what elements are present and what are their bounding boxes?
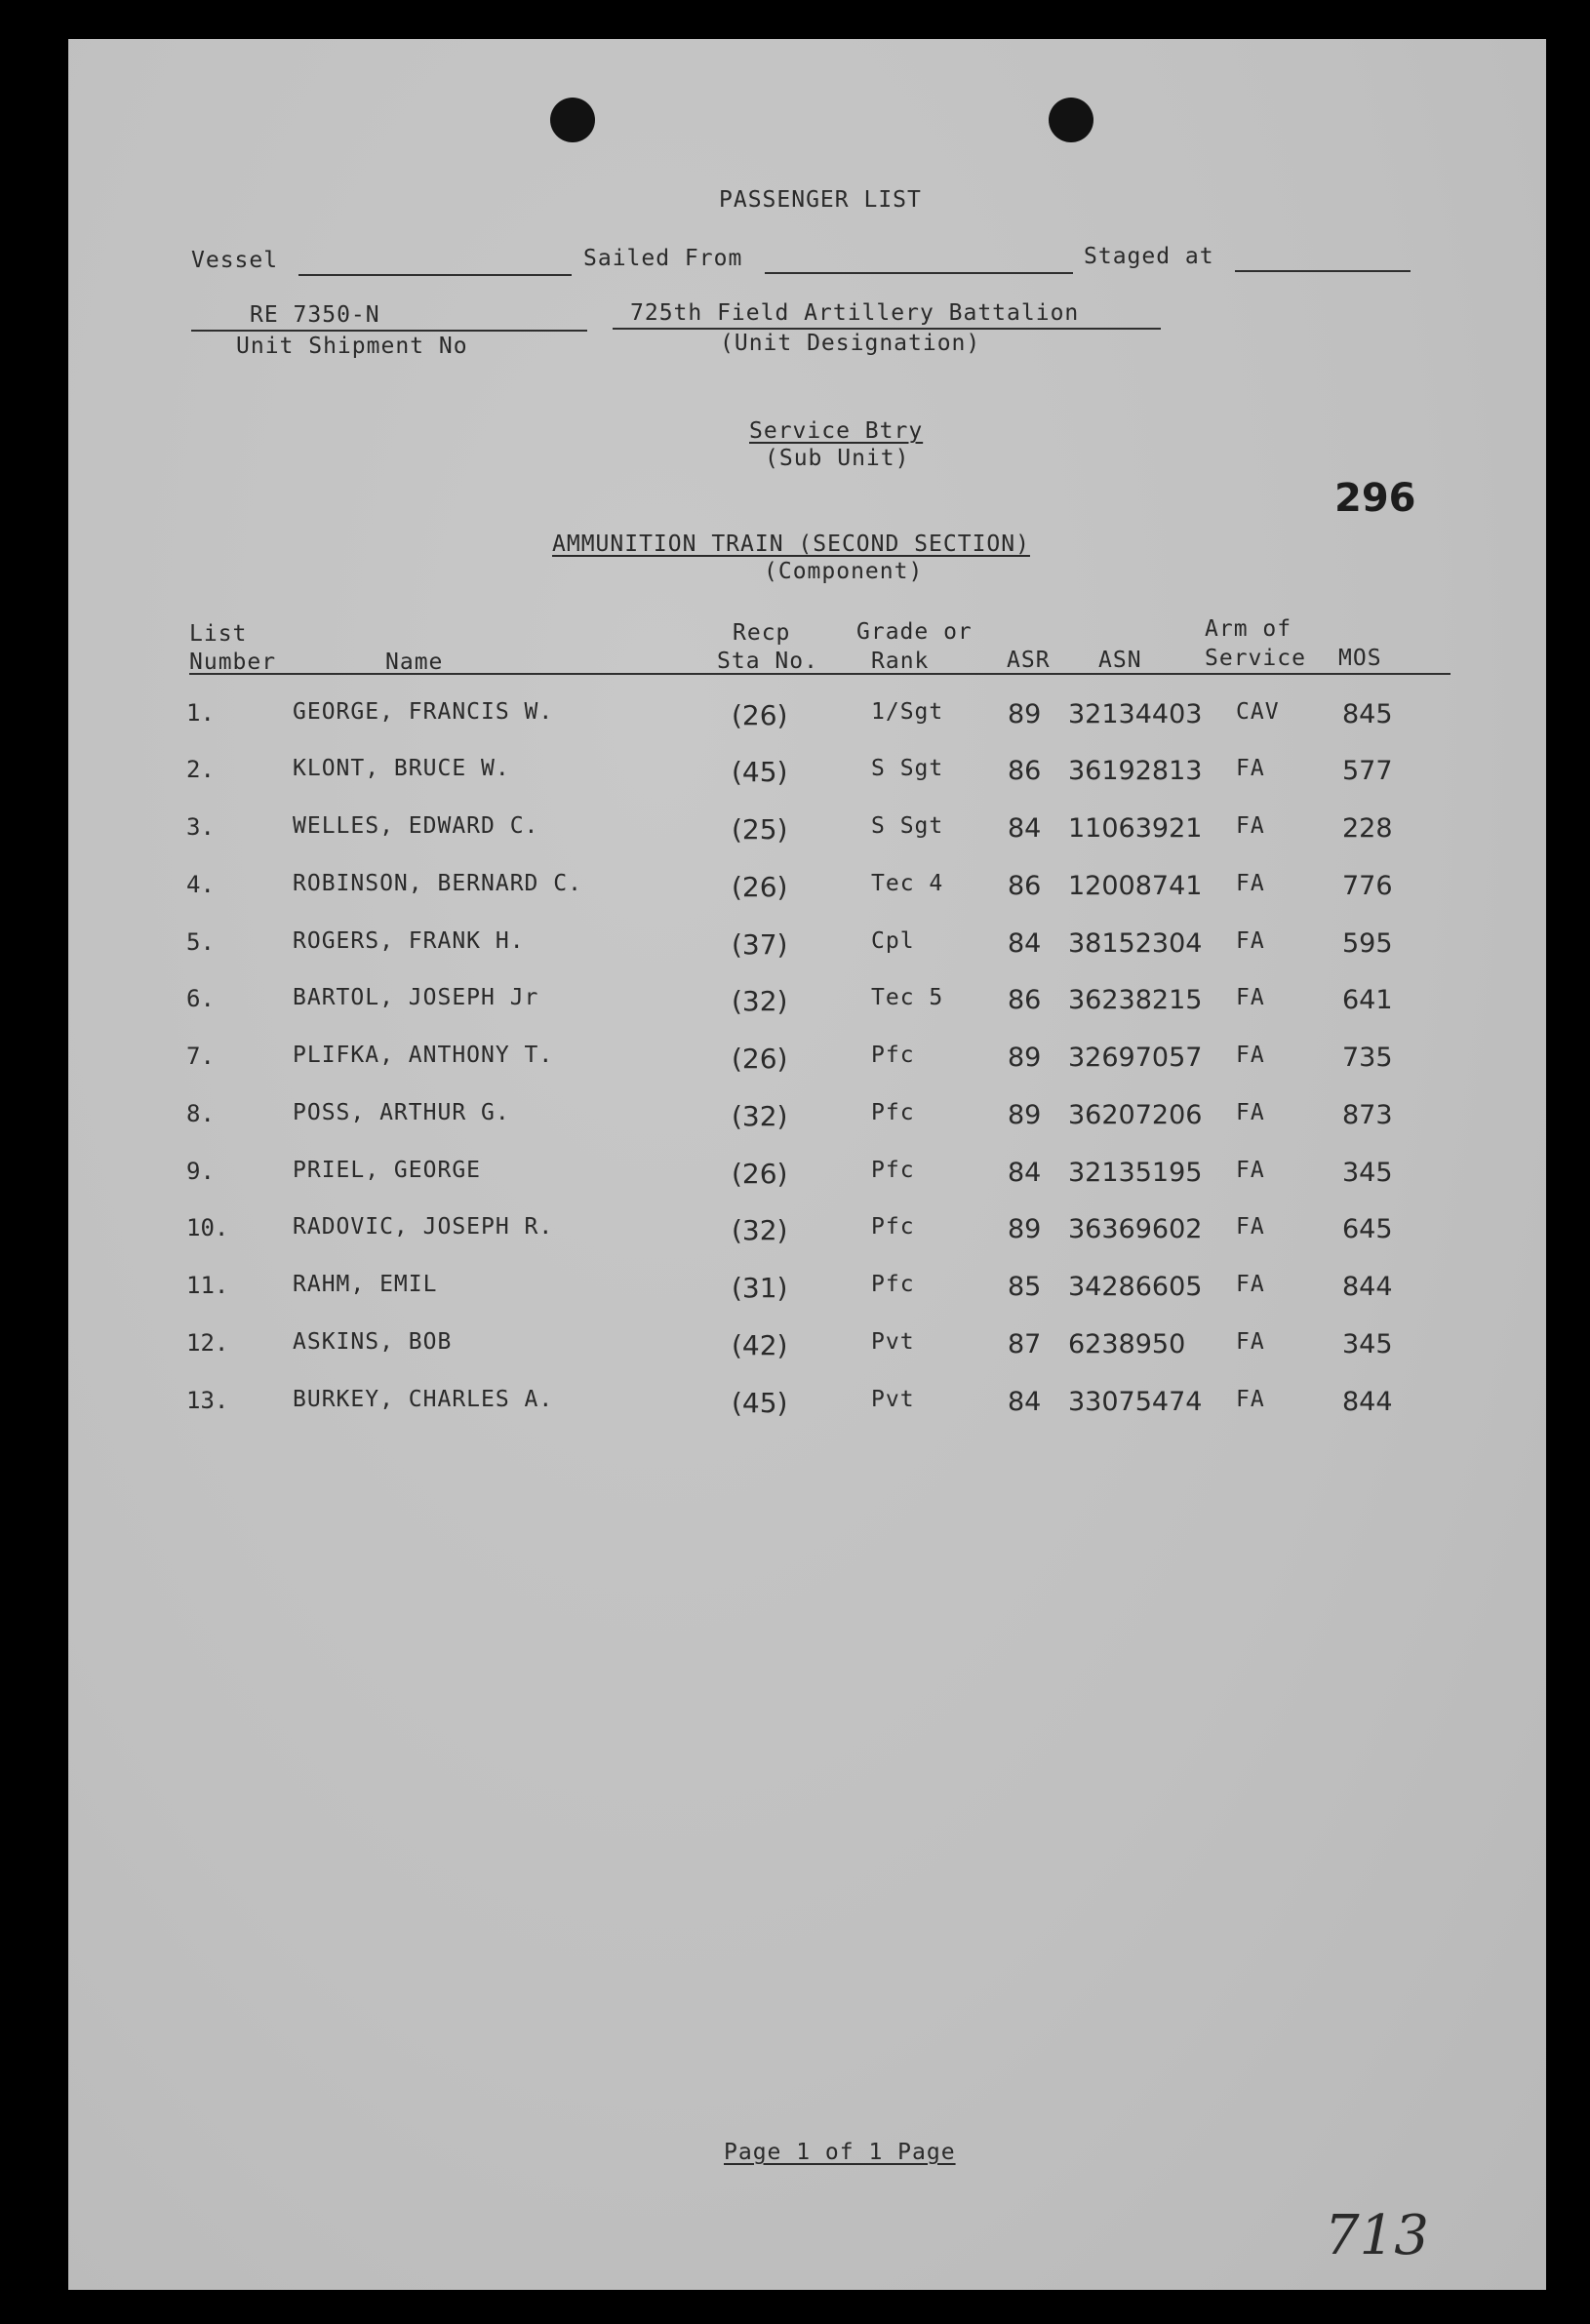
grade-rank: 1/Sgt (871, 699, 944, 725)
table-row (68, 699, 1546, 738)
table-row (68, 1043, 1546, 1082)
asr: 84 (1008, 813, 1042, 844)
asr: 89 (1008, 1100, 1042, 1130)
recp-sta-no: (26) (732, 1158, 788, 1190)
col-grade-1: Grade or (856, 619, 973, 645)
asr: 89 (1008, 1214, 1042, 1244)
passenger-name: GEORGE, FRANCIS W. (293, 699, 554, 725)
asn: 36369602 (1068, 1214, 1203, 1244)
arm-of-service: FA (1236, 985, 1265, 1010)
arm-of-service: FA (1236, 1100, 1265, 1125)
asn: 36238215 (1068, 985, 1203, 1015)
asr: 87 (1008, 1329, 1042, 1359)
document-page (68, 39, 1546, 2290)
mos: 641 (1342, 985, 1393, 1015)
unit-designation-caption: (Unit Designation) (720, 331, 981, 356)
table-row (68, 1387, 1546, 1426)
table-row (68, 1100, 1546, 1139)
passenger-name: WELLES, EDWARD C. (293, 813, 539, 839)
table-row (68, 928, 1546, 967)
recp-sta-no: (45) (732, 756, 788, 788)
col-arm-2: Service (1205, 646, 1306, 671)
grade-rank: Pvt (871, 1387, 915, 1412)
asr: 84 (1008, 928, 1042, 959)
col-recp-2: Sta No. (717, 649, 818, 674)
passenger-name: RAHM, EMIL (293, 1272, 438, 1297)
asr: 86 (1008, 871, 1042, 901)
list-number: 11. (186, 1272, 229, 1299)
table-row (68, 756, 1546, 795)
passenger-name: BARTOL, JOSEPH Jr (293, 985, 539, 1010)
arm-of-service: FA (1236, 1272, 1265, 1297)
asn: 11063921 (1068, 813, 1203, 844)
unit-designation-line (613, 328, 1161, 330)
table-row (68, 985, 1546, 1024)
arm-of-service: CAV (1236, 699, 1280, 725)
sub-unit-caption: (Sub Unit) (765, 446, 910, 471)
arm-of-service: FA (1236, 1329, 1265, 1355)
passenger-name: RADOVIC, JOSEPH R. (293, 1214, 554, 1240)
grade-rank: Tec 5 (871, 985, 944, 1010)
mos: 844 (1342, 1387, 1393, 1417)
passenger-name: KLONT, BRUCE W. (293, 756, 510, 781)
list-number: 6. (186, 985, 215, 1012)
asr: 85 (1008, 1272, 1042, 1302)
mos: 228 (1342, 813, 1393, 844)
col-name: Name (385, 650, 444, 675)
arm-of-service: FA (1236, 1043, 1265, 1068)
grade-rank: Pfc (871, 1272, 915, 1297)
arm-of-service: FA (1236, 871, 1265, 896)
table-row (68, 1158, 1546, 1197)
passenger-name: ROBINSON, BERNARD C. (293, 871, 582, 896)
unit-shipment-number: RE 7350-N (250, 302, 380, 328)
page-title: PASSENGER LIST (719, 187, 922, 213)
passenger-name: PLIFKA, ANTHONY T. (293, 1043, 554, 1068)
mos: 873 (1342, 1100, 1393, 1130)
list-number: 13. (186, 1387, 229, 1414)
mos: 595 (1342, 928, 1393, 959)
mos: 645 (1342, 1214, 1393, 1244)
recp-sta-no: (32) (732, 985, 788, 1017)
recp-sta-no: (45) (732, 1387, 788, 1419)
corner-handwritten-mark: 713 (1325, 2204, 1429, 2267)
passenger-name: ROGERS, FRANK H. (293, 928, 525, 954)
recp-sta-no: (25) (732, 813, 788, 846)
col-recp-1: Recp (733, 620, 791, 646)
sailed-from-label: Sailed From (583, 246, 743, 271)
punch-hole-left (550, 98, 595, 142)
asn: 32134403 (1068, 699, 1203, 729)
table-row (68, 1214, 1546, 1253)
sub-unit: Service Btry (749, 418, 924, 444)
staged-at-label: Staged at (1084, 244, 1214, 269)
arm-of-service: FA (1236, 756, 1265, 781)
component-caption: (Component) (764, 559, 924, 584)
grade-rank: Cpl (871, 928, 915, 954)
asn: 32697057 (1068, 1043, 1203, 1073)
sailed-from-field-line (765, 272, 1073, 274)
asn: 38152304 (1068, 928, 1203, 959)
grade-rank: Pvt (871, 1329, 915, 1355)
mos: 345 (1342, 1158, 1393, 1188)
col-mos: MOS (1338, 646, 1382, 671)
list-number: 9. (186, 1158, 215, 1185)
list-number: 2. (186, 756, 215, 783)
passenger-name: ASKINS, BOB (293, 1329, 453, 1355)
recp-sta-no: (42) (732, 1329, 788, 1361)
vessel-field-line (298, 274, 572, 276)
col-list-number-1: List (189, 621, 248, 647)
mos: 845 (1342, 699, 1393, 729)
asn: 12008741 (1068, 871, 1203, 901)
col-list-number-2: Number (189, 650, 277, 675)
recp-sta-no: (37) (732, 928, 788, 961)
stamp-number: 296 (1334, 476, 1416, 521)
passenger-name: PRIEL, GEORGE (293, 1158, 482, 1183)
arm-of-service: FA (1236, 1214, 1265, 1240)
recp-sta-no: (26) (732, 1043, 788, 1075)
arm-of-service: FA (1236, 1158, 1265, 1183)
col-asr: ASR (1007, 648, 1051, 673)
arm-of-service: FA (1236, 928, 1265, 954)
table-row (68, 1329, 1546, 1368)
asr: 89 (1008, 1043, 1042, 1073)
list-number: 12. (186, 1329, 229, 1357)
arm-of-service: FA (1236, 813, 1265, 839)
vessel-label: Vessel (191, 248, 279, 273)
asn: 33075474 (1068, 1387, 1203, 1417)
table-row (68, 1272, 1546, 1311)
page-footer: Page 1 of 1 Page (724, 2140, 956, 2165)
unit-designation: 725th Field Artillery Battalion (630, 300, 1080, 326)
asr: 89 (1008, 699, 1042, 729)
asn: 34286605 (1068, 1272, 1203, 1302)
asn: 36207206 (1068, 1100, 1203, 1130)
recp-sta-no: (26) (732, 871, 788, 903)
col-grade-2: Rank (871, 649, 930, 674)
recp-sta-no: (26) (732, 699, 788, 731)
asn: 6238950 (1068, 1329, 1186, 1359)
list-number: 7. (186, 1043, 215, 1070)
mos: 577 (1342, 756, 1393, 786)
grade-rank: Pfc (871, 1100, 915, 1125)
list-number: 3. (186, 813, 215, 841)
grade-rank: S Sgt (871, 756, 944, 781)
mos: 844 (1342, 1272, 1393, 1302)
list-number: 1. (186, 699, 215, 727)
mos: 735 (1342, 1043, 1393, 1073)
grade-rank: Pfc (871, 1043, 915, 1068)
list-number: 4. (186, 871, 215, 898)
component-title: AMMUNITION TRAIN (SECOND SECTION) (552, 532, 1030, 557)
recp-sta-no: (32) (732, 1100, 788, 1132)
col-asn: ASN (1098, 648, 1142, 673)
punch-hole-right (1049, 98, 1093, 142)
list-number: 5. (186, 928, 215, 956)
passenger-name: BURKEY, CHARLES A. (293, 1387, 554, 1412)
recp-sta-no: (31) (732, 1272, 788, 1304)
unit-shipment-line (191, 330, 587, 332)
asr: 84 (1008, 1387, 1042, 1417)
recp-sta-no: (32) (732, 1214, 788, 1246)
unit-shipment-caption: Unit Shipment No (236, 334, 468, 359)
asn: 32135195 (1068, 1158, 1203, 1188)
table-row (68, 813, 1546, 852)
asr: 86 (1008, 985, 1042, 1015)
col-arm-1: Arm of (1205, 616, 1292, 642)
staged-at-field-line (1235, 270, 1411, 272)
asr: 84 (1008, 1158, 1042, 1188)
grade-rank: S Sgt (871, 813, 944, 839)
passenger-name: POSS, ARTHUR G. (293, 1100, 510, 1125)
asn: 36192813 (1068, 756, 1203, 786)
list-number: 8. (186, 1100, 215, 1127)
mos: 776 (1342, 871, 1393, 901)
arm-of-service: FA (1236, 1387, 1265, 1412)
grade-rank: Pfc (871, 1158, 915, 1183)
asr: 86 (1008, 756, 1042, 786)
grade-rank: Tec 4 (871, 871, 944, 896)
column-header-rule (189, 673, 1451, 675)
list-number: 10. (186, 1214, 229, 1241)
grade-rank: Pfc (871, 1214, 915, 1240)
mos: 345 (1342, 1329, 1393, 1359)
table-row (68, 871, 1546, 910)
